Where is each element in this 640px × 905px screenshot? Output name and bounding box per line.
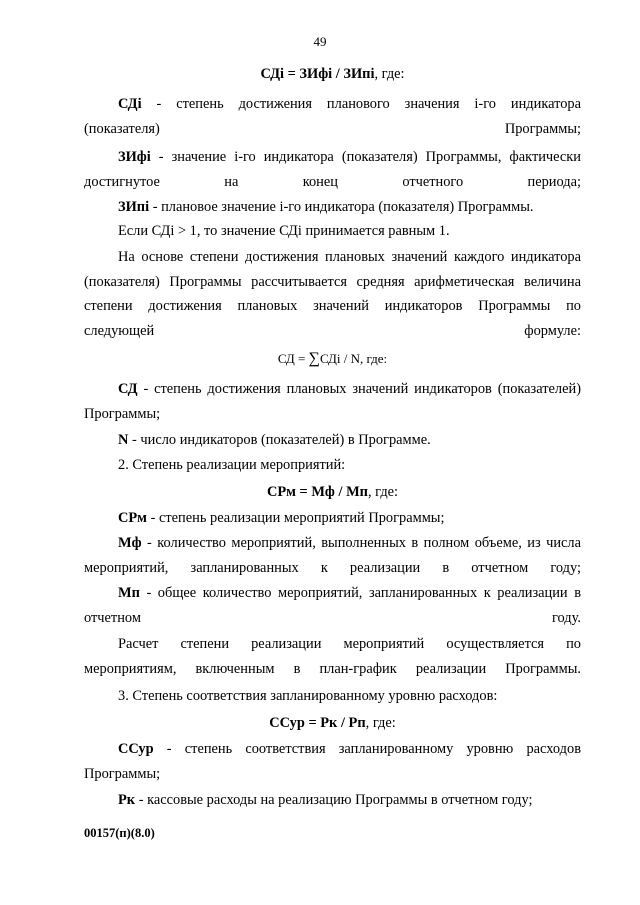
formula-sdi: СДі = ЗИфі / ЗИпі, где: — [260, 66, 405, 82]
rule-sdi-cap: Если СДі > 1, то значение СДі принимается равным 1. — [118, 223, 450, 239]
heading-expenses: 3. Степень соответствия запланированному уровню расходов: — [118, 688, 498, 704]
formula-ssur: ССур = Рк / Рп, где: — [269, 715, 396, 731]
definition-n: N - число индикаторов (показателей) в Программе. — [118, 432, 431, 448]
definition-mf: Мф - количество мероприятий, выполненных в полном объеме, из числа мероприятий, запланированных к реализации в отчетном году; — [84, 535, 581, 576]
definition-zipi: ЗИпі - плановое значение і-го индикатора (показателя) Программы. — [118, 199, 534, 215]
formula-srm: СРм = Мф / Мп, где: — [266, 484, 399, 500]
paragraph-average-method: На основе степени достижения плановых значений каждого индикатора (показателя) Программы рассчитывается средняя арифметическая величина степени достижения плановых значений индикаторов Программы по следующей формуле: — [84, 249, 581, 339]
definition-ssur: ССур - степень соответствия запланированному уровню расходов Программы; — [84, 741, 581, 782]
heading-activities: 2. Степень реализации мероприятий: — [118, 457, 346, 473]
page-number: 49 — [313, 34, 327, 49]
paragraph-activities-calc: Расчет степени реализации мероприятий осуществляется по мероприятиям, включенным в план-график реализации Программы. — [84, 636, 581, 677]
document-code: 00157(п)(8.0) — [84, 826, 155, 840]
definition-srm: СРм - степень реализации мероприятий Программы; — [118, 510, 445, 526]
definition-sd: СД - степень достижения плановых значений индикаторов (показателей) Программы; — [84, 381, 581, 422]
definition-rk: Рк - кассовые расходы на реализацию Программы в отчетном году; — [118, 792, 533, 808]
formula-sd: СД = ∑СДі / N, где: — [277, 350, 388, 367]
definition-mp: Мп - общее количество мероприятий, запланированных к реализации в отчетном году. — [84, 585, 581, 626]
definition-zifi: ЗИфі - значение і-го индикатора (показателя) Программы, фактически достигнутое на конец отчетного периода; — [84, 149, 581, 190]
definition-sdi: СДі - степень достижения планового значения і-го индикатора (показателя) Программы; — [84, 96, 581, 137]
